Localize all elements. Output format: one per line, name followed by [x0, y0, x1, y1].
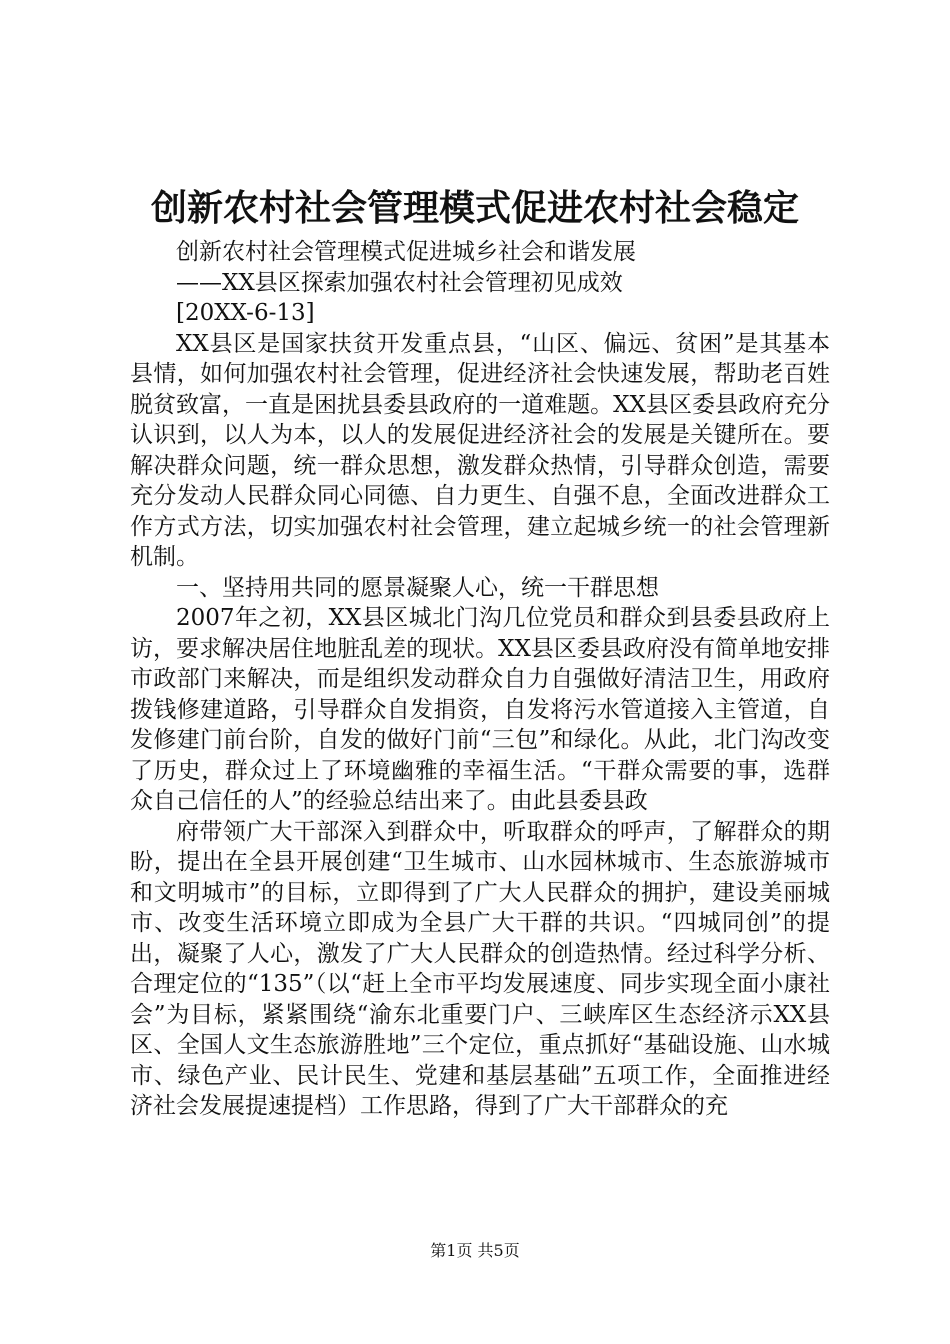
paragraph-four-cities: 府带领广大干部深入到群众中，听取群众的呼声，了解群众的期盼，提出在全县开展创建“卫生城市、山水园林城市、生态旅游城市和文明城市”的目标，立即得到了广大人民群众的拥护，建设美丽城市、改变生活环境立即成为全县广大干群的共识。“四城同创”的提出，凝聚了人心，激发了广大人民群众的创造热情。经过科学分析、合理定位的“135”（以“赶上全市平均发展速度、同步实现全面小康社会”为目标，紧紧围绕“渝东北重要门户、三峡库区生态经济示XX县区、全国人文生态旅游胜地”三个定位，重点抓好“基础设施、山水城市、绿色产业、民计民生、党建和基层基础”五项工作，全面推进经济社会发展提速提档）工作思路，得到了广大干部群众的充 [130, 818, 830, 1119]
date: [20XX-6-13] [176, 300, 315, 326]
section-heading-1: 一、坚持用共同的愿景凝聚人心，统一干群思想 [176, 574, 659, 601]
subtitle: 创新农村社会管理模式促进城乡社会和谐发展 [176, 239, 636, 265]
document-title: 创新农村社会管理模式促进农村社会稳定 [150, 187, 799, 229]
document-body [130, 237, 830, 1122]
paragraph-intro: XX县区是国家扶贫开发重点县，“山区、偏远、贫困”是其基本县情，如何加强农村社会管理，促进经济社会快速发展，帮助老百姓脱贫致富，一直是困扰县委县政府的一道难题。XX县区委县政府充分认识到，以人为本，以人的发展促进经济社会的发展是关键所在。要解决群众问题，统一群众思想，激发群众热情，引导群众创造，需要充分发动人民群众同心同德、自力更生、自强不息，全面改进群众工作方式方法，切实加强农村社会管理，建立起城乡统一的社会管理新机制。 [130, 330, 830, 570]
byline: ——XX县区探索加强农村社会管理初见成效 [176, 269, 623, 296]
paragraph-2007: 2007年之初，XX县区城北门沟几位党员和群众到县委县政府上访，要求解决居住地脏乱差的现状。XX县区委县政府没有简单地安排市政部门来解决，而是组织发动群众自力自强做好清洁卫生，用政府拨钱修建道路，引导群众自发捐资，自发将污水管道接入主管道，自发修建门前台阶，自发的做好门前“三包”和绿化。从此，北门沟改变了历史，群众过上了环境幽雅的幸福生活。“干群众需要的事，选群众自己信任的人”的经验总结出来了。由此县委县政 [130, 605, 830, 814]
page-footer: 第1页 共5页 [430, 1241, 520, 1260]
